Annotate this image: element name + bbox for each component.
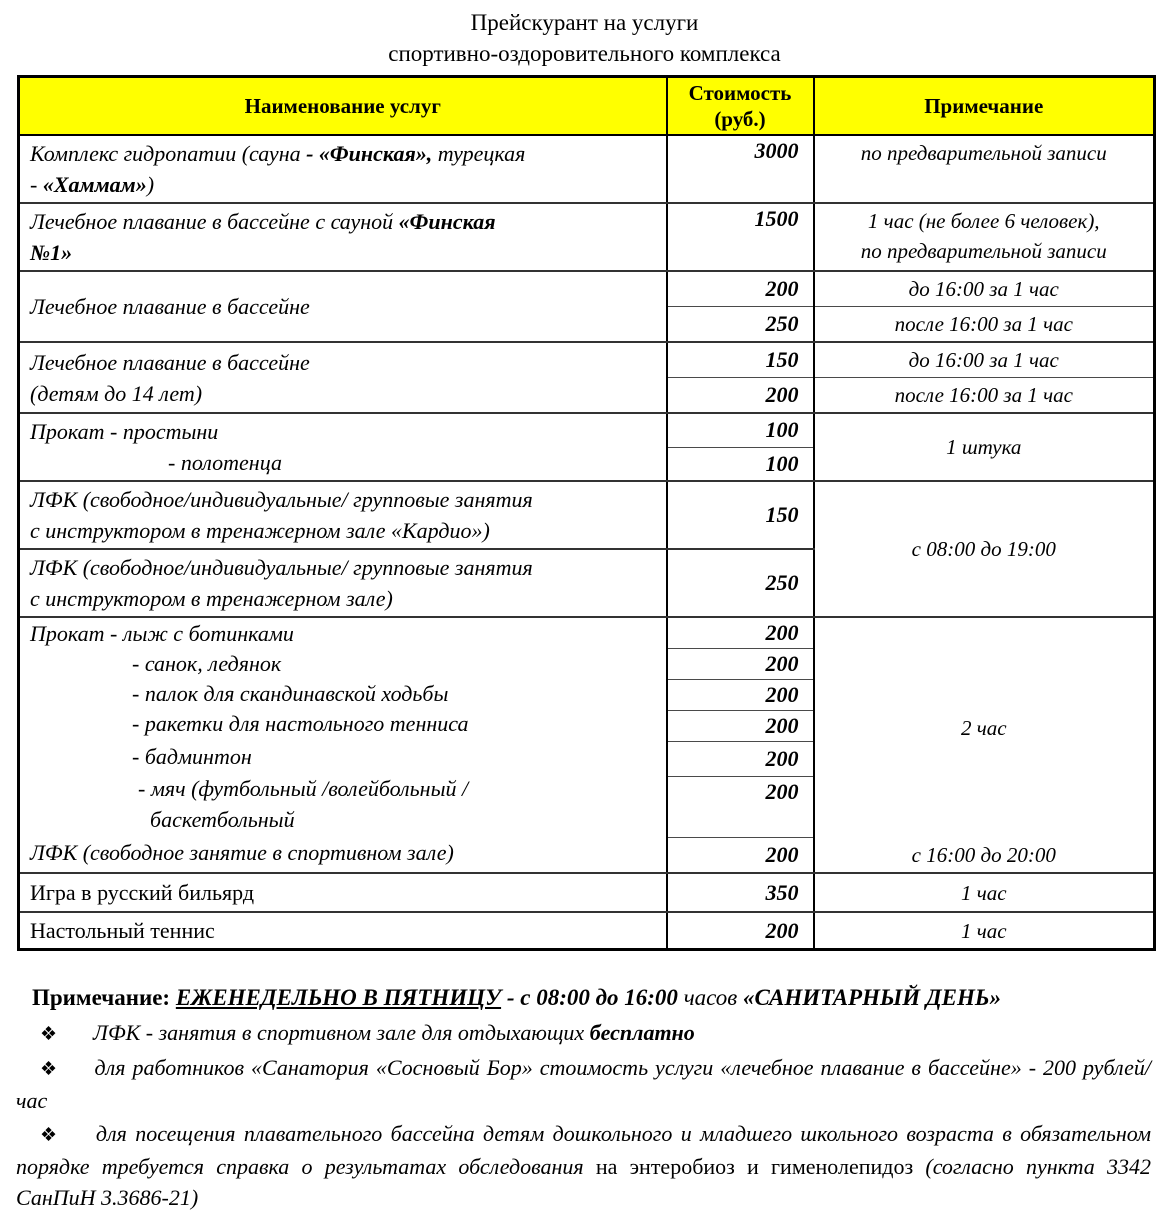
table-row [19,271,1155,307]
notes-heading-label: Примечание: [32,985,176,1010]
service-text: ) [146,172,155,197]
service-cell: Настольный теннис [19,912,667,950]
service-text: - [30,172,43,197]
service-cell [19,549,667,617]
note-cell: после 16:00 за 1 час [814,378,1155,414]
service-text-bold: «Хаммам» [42,172,147,197]
service-cell [19,617,667,873]
service-cell [19,413,667,481]
service-line: - санок, ледянок [132,651,282,676]
notes-heading-em1: ЕЖЕНЕДЕЛЬНО В ПЯТНИЦУ [175,985,502,1010]
service-text-bold: №1» [30,240,73,265]
price-cell: 200 [667,711,814,742]
page-title [0,0,1169,69]
service-line: Прокат - лыж с ботинками [30,621,294,646]
bullet-text: для посещения плавательного бассейна детям дошкольного и младшего школьного возраста в обязательном порядке требуется справка о результатах обследования [16,1121,1151,1179]
price-cell: 1500 [667,203,814,271]
bullet-text: (согласно пункта 3342 СанПиН 3.3686-21) [16,1154,1151,1210]
service-cell [19,135,667,203]
price-cell: 200 [667,271,814,307]
note-cell: 1 час [814,873,1155,912]
col-header-price [667,77,814,136]
service-cell [19,203,667,271]
note-cell: после 16:00 за 1 час [814,307,1155,343]
price-cell: 200 [667,838,814,873]
price-cell: 200 [667,617,814,649]
service-line: с инструктором в тренажерном зале) [30,586,393,611]
service-cell: Лечебное плавание в бассейне [19,271,667,342]
col-header-price-line2: (руб.) [714,107,766,131]
service-line: с инструктором в тренажерном зале «Кардио») [30,518,490,543]
bullet-text-upright: на энтеробиоз и гименолепидоз [595,1154,926,1179]
price-cell: 200 [667,912,814,950]
note-bullet-3 [16,1118,1151,1213]
table-row [19,481,1155,549]
service-line: (детям до 14 лет) [30,380,203,406]
service-text: турецкая [432,141,526,166]
service-line: Лечебное плавание в бассейне [30,349,310,375]
bullet-text: ЛФК - занятия в спортивном зале для отдыхающих [93,1020,590,1045]
header-row [19,77,1155,136]
service-cell: Игра в русский бильярд [19,873,667,912]
note-cell: с 16:00 до 20:00 [814,838,1155,873]
service-line: - бадминтон [132,744,252,769]
price-cell: 150 [667,342,814,378]
price-cell: 350 [667,873,814,912]
price-cell: 3000 [667,135,814,203]
service-text-bold: - «Финская», [306,141,433,166]
note-cell: с 08:00 до 19:00 [814,481,1155,617]
diamond-bullet-icon: ❖ [40,1125,60,1146]
bullet-text: для работников «Санатория «Сосновый Бор» стоимость услуги «лечебное плавание в бассейне» - 200 рублей/час [16,1055,1151,1113]
col-header-service: Наименование услуг [19,77,667,136]
price-table [17,75,1156,951]
service-line [30,169,656,200]
note-bullet-1 [16,1017,1151,1050]
diamond-bullet-icon: ❖ [40,1059,59,1080]
price-cell: 200 [667,777,814,838]
price-cell: 200 [667,680,814,711]
table-row [19,413,1155,447]
page-title-line2: спортивно-оздоровительного комплекса [388,41,781,66]
price-cell: 250 [667,549,814,617]
service-line: ЛФК (свободное/индивидуальные/ групповые занятия [30,555,533,580]
service-cell [19,342,667,413]
note-cell: 2 час [814,617,1155,838]
note-cell: до 16:00 за 1 час [814,342,1155,378]
note-cell: по предварительной записи [814,135,1155,203]
service-line [30,237,656,268]
service-line: ЛФК (свободное/индивидуальные/ групповые занятия [30,487,533,512]
service-text: Комплекс гидропатии (сауна [30,141,307,166]
service-line: - мяч (футбольный /волейбольный / [138,776,469,801]
notes-heading-plain: часов [683,985,744,1010]
table-row [19,873,1155,912]
service-line: баскетбольный [150,807,295,832]
price-cell: 200 [667,742,814,777]
service-line: ЛФК (свободное занятие в спортивном зале) [30,840,454,865]
note-cell: до 16:00 за 1 час [814,271,1155,307]
service-cell [19,481,667,549]
service-line: - полотенца [168,450,282,475]
table-row [19,617,1155,649]
diamond-bullet-icon: ❖ [40,1024,58,1045]
price-cell: 200 [667,378,814,414]
service-line: Прокат - простыни [30,419,219,444]
table-row [19,912,1155,950]
price-cell: 100 [667,413,814,447]
note-line: 1 час (не более 6 человек), [867,209,1100,233]
price-cell: 200 [667,649,814,680]
service-line: - ракетки для настольного тенниса [132,711,469,736]
service-line [30,206,656,237]
notes-section [16,981,1151,1213]
note-line: по предварительной записи [860,239,1107,263]
service-text: Лечебное плавание в бассейне с сауной [30,209,399,234]
table-row [19,203,1155,271]
note-cell [814,203,1155,271]
note-cell: 1 час [814,912,1155,950]
price-cell: 100 [667,447,814,481]
price-cell: 250 [667,307,814,343]
service-line: - палок для скандинавской ходьбы [132,681,449,706]
notes-heading-em2: «САНИТАРНЫЙ ДЕНЬ» [743,985,1001,1010]
service-line [30,138,656,169]
table-row [19,135,1155,203]
note-bullet-2 [16,1052,1151,1116]
page-title-line1: Прейскурант на услуги [470,10,699,35]
notes-heading [32,981,1151,1015]
price-cell: 150 [667,481,814,549]
notes-heading-mid: - с 08:00 до 16:00 [501,985,684,1010]
service-text-bold: «Финская [398,209,496,234]
table-row [19,342,1155,378]
bullet-text-bold: бесплатно [589,1020,695,1045]
col-header-price-line1: Стоимость [688,81,792,105]
col-header-note: Примечание [814,77,1155,136]
note-cell: 1 штука [814,413,1155,481]
